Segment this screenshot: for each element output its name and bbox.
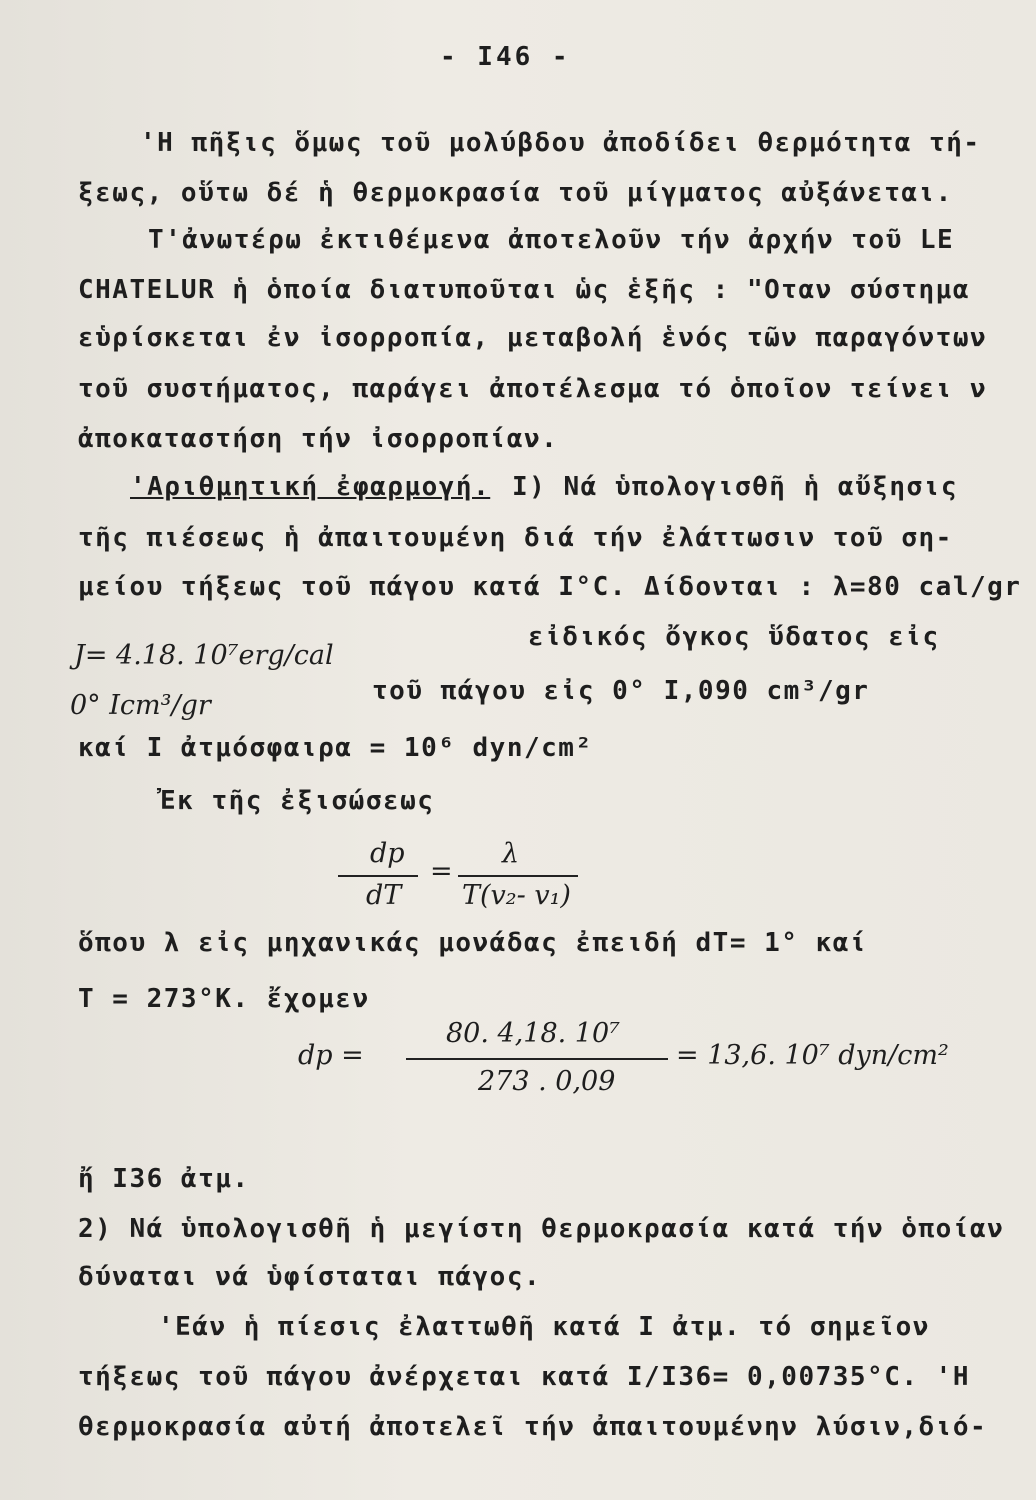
text-line-9: τῆς πιέσεως ἡ ἀπαιτουμένη διά τήν ἐλάττωσιν τοῦ ση- <box>78 523 953 553</box>
text-line-21: τήξεως τοῦ πάγου ἀνέρχεται κατά I/I36= 0,00735°C. 'Η <box>78 1362 970 1392</box>
text-line-2: ξεως, οὕτω δέ ἡ θερμοκρασία τοῦ μίγματος αὐξάνεται. <box>78 178 953 208</box>
text-line-7: ἀποκαταστήση τήν ἰσορροπίαν. <box>78 424 559 454</box>
text-line-14: Ἐκ τῆς ἐξισώσεως <box>160 786 435 816</box>
eq1-right-numerator: λ <box>502 838 520 869</box>
handwritten-j-constant: J= 4.18. 10⁷erg/cal <box>74 640 334 671</box>
eq2-fraction-bar <box>406 1058 668 1060</box>
text-line-22: θερμοκρασία αὐτή ἀποτελεῖ τήν ἀπαιτουμένην λύσιν,διό- <box>78 1412 988 1442</box>
eq1-denominator: dT <box>366 880 402 911</box>
text-line-3: Τ'ἀνωτέρω ἐκτιθέμενα ἀποτελοῦν τήν ἀρχήν τοῦ LE <box>148 225 955 255</box>
text-line-4: CHATELUR ἡ ὁποία διατυποῦται ὡς ἑξῆς : "Οταν σύστημα <box>78 275 970 305</box>
section-heading: 'Αριθμητική ἐφαρμογή. <box>130 472 491 502</box>
eq2-rhs: = 13,6. 10⁷ dyn/cm² <box>676 1040 949 1071</box>
eq1-right-denominator: T(v₂- v₁) <box>462 880 571 911</box>
handwritten-water-volume: 0° Icm³/gr <box>70 690 211 721</box>
text-line-12: τοῦ πάγου εἰς 0° I,090 cm³/gr <box>372 676 870 706</box>
text-line-15: ὅπου λ εἰς μηχανικάς μονάδας ἐπειδή dT= 1° καί <box>78 928 868 958</box>
text-line-20: 'Εάν ἡ πίεσις ἐλαττωθῆ κατά I ἀτμ. τό σημεῖον <box>158 1312 930 1342</box>
text-line-13: καί I ἀτμόσφαιρα = 10⁶ dyn/cm² <box>78 733 593 763</box>
text-line-19: δύναται νά ὑφίσταται πάγος. <box>78 1262 542 1292</box>
text-line-10: μείου τήξεως τοῦ πάγου κατά I°C. Δίδονται : λ=80 cal/gr <box>78 572 1022 602</box>
page-number: - I46 - <box>440 42 571 72</box>
text-line-5: εὑρίσκεται ἐν ἰσορροπία, μεταβολή ἑνός τῶν παραγόντων <box>78 323 988 353</box>
eq1-right-fraction-bar <box>458 875 578 877</box>
eq1-numerator: dp <box>370 838 405 869</box>
eq2-lhs: dp = <box>298 1040 364 1071</box>
eq2-denominator: 273 . 0,09 <box>478 1066 616 1097</box>
text-line-16: T = 273°K. ἔχομεν <box>78 984 370 1014</box>
text-line-17: ἤ I36 ἀτμ. <box>78 1164 250 1194</box>
text-line-8: I) Νά ὑπολογισθῆ ἡ αὔξησις <box>512 472 958 502</box>
text-line-6: τοῦ συστήματος, παράγει ἀποτέλεσμα τό ὁποῖον τείνει ν <box>78 374 988 404</box>
text-line-1: 'Η πῆξις ὅμως τοῦ μολύβδου ἀποδίδει θερμότητα τή- <box>140 128 981 158</box>
text-line-11: εἰδικός ὄγκος ὕδατος εἰς <box>528 622 940 652</box>
eq1-equals: = <box>430 856 453 887</box>
eq2-numerator: 80. 4,18. 10⁷ <box>446 1018 620 1049</box>
eq1-fraction-bar <box>338 875 418 877</box>
text-line-18: 2) Νά ὑπολογισθῆ ἡ μεγίστη θερμοκρασία κατά τήν ὁποίαν <box>78 1214 1005 1244</box>
